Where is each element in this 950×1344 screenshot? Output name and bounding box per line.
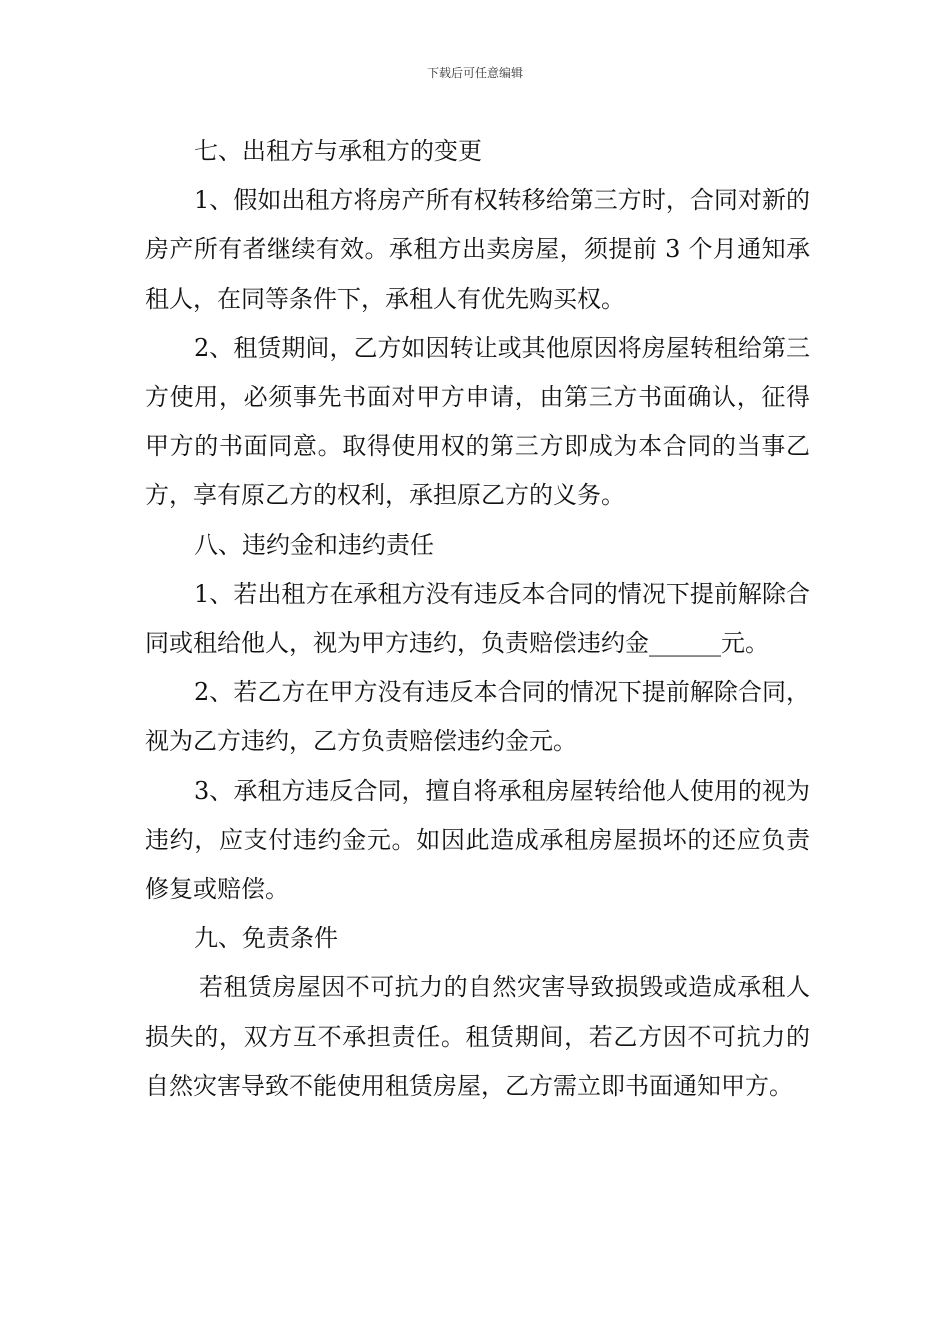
clause-7-1: 1、假如出租方将房产所有权转移给第三方时，合同对新的房产所有者继续有效。承租方出卖房屋，须提前 3 个月通知承租人，在同等条件下，承租人有优先购买权。 bbox=[145, 186, 810, 313]
clause-9-text: 若租赁房屋因不可抗力的自然灾害导致损毁或造成承租人损失的，双方互不承担责任。租赁期间，若乙方因不可抗力的自然灾害导致不能使用租赁房屋，乙方需立即书面通知甲方。 bbox=[145, 973, 810, 1100]
section-heading-7: 七、出租方与承租方的变更 bbox=[194, 137, 482, 165]
clause-8-1: 1、若出租方在承租方没有违反本合同的情况下提前解除合同或租给他人，视为甲方违约，负责赔偿违约金______元。 bbox=[145, 579, 810, 658]
clause-7-2: 2、租赁期间，乙方如因转让或其他原因将房屋转租给第三方使用，必须事先书面对甲方申请，由第三方书面确认，征得甲方的书面同意。取得使用权的第三方即成为本合同的当事乙方，享有原乙方的权利，承担原乙方的义务。 bbox=[145, 333, 810, 510]
clause-8-3: 3、承租方违反合同，擅自将承租房屋转给他人使用的视为违约，应支付违约金元。如因此造成承租房屋损坏的还应负责修复或赔偿。 bbox=[145, 776, 810, 904]
page-header: 下载后可任意编辑 bbox=[426, 66, 523, 80]
section-heading-9: 九、免责条件 bbox=[194, 924, 338, 953]
document-body bbox=[145, 127, 810, 1111]
clause-8-2: 2、若乙方在甲方没有违反本合同的情况下提前解除合同，视为乙方违约，乙方负责赔偿违约金元。 bbox=[145, 678, 810, 756]
section-heading-8: 八、违约金和违约责任 bbox=[194, 530, 434, 559]
